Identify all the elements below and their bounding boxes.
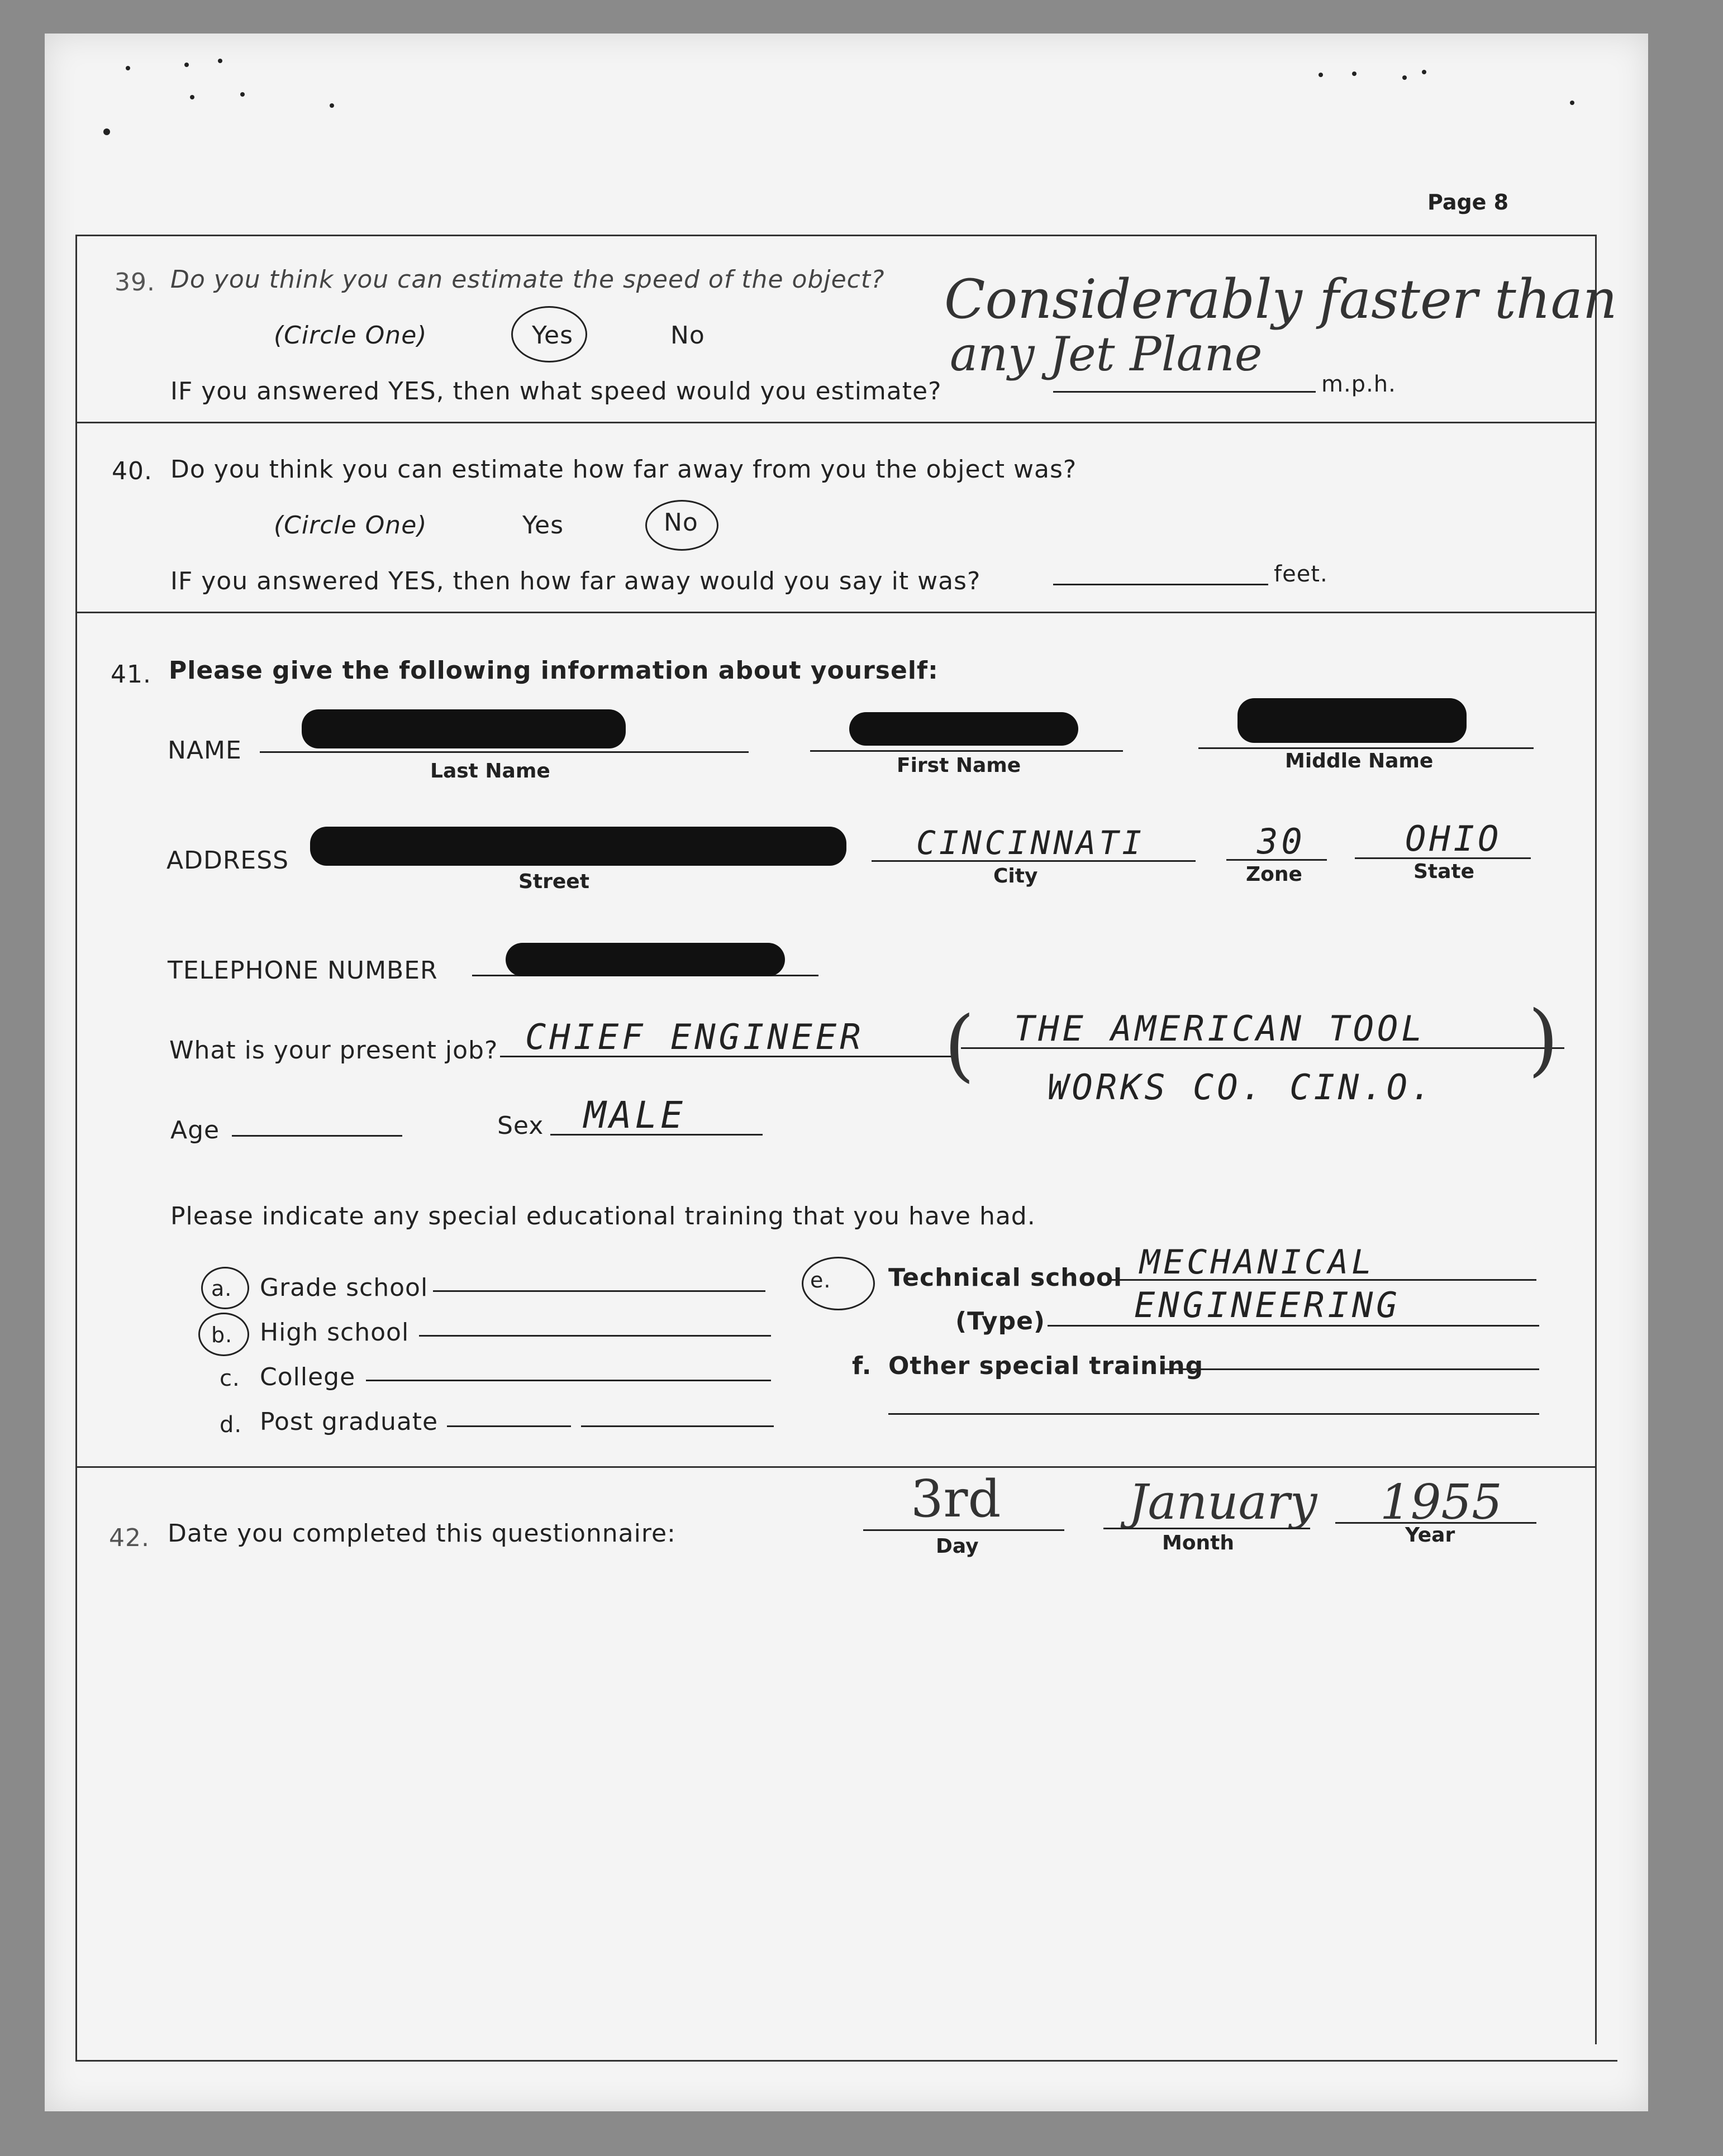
frame-left [75,235,77,2061]
q40-number: 40. [112,457,153,485]
scan-speck [1352,71,1356,76]
edu-e-value: MECHANICAL [1140,1243,1375,1282]
frame-right [1595,235,1597,2044]
edu-a-line [433,1290,765,1292]
frame-bottom [75,2060,1617,2062]
q39-question: Do you think you can estimate the speed of the object? [170,265,885,294]
job-label: What is your present job? [169,1036,498,1065]
education-prompt: Please indicate any special educational training that you have had. [170,1202,1036,1230]
zone-value: 30 [1257,821,1306,862]
last-name-caption: Last Name [430,760,550,783]
q42-prompt: Date you completed this questionnaire: [168,1519,676,1548]
age-line [232,1135,402,1137]
age-label: Age [170,1116,220,1144]
telephone-label: TELEPHONE NUMBER [168,956,438,985]
scan-speck [190,95,194,99]
q39-followup: IF you answered YES, then what speed would you estimate? [170,377,942,406]
job-paren-open: ( [944,1000,975,1091]
q39-circle-one: (Circle One) [274,321,427,350]
edu-c-letter: c. [220,1366,240,1391]
edu-e-letter: e. [810,1268,831,1292]
edu-d-line-2 [581,1425,774,1427]
edu-type-value: ENGINEERING [1134,1285,1401,1325]
edu-e-circle [802,1257,875,1310]
edu-e-label: Technical school [888,1263,1123,1292]
edu-b-line [419,1335,771,1337]
q42-number: 42. [109,1524,150,1552]
edu-type-label: (Type) [955,1307,1046,1335]
edu-b-label: High school [260,1318,410,1347]
q41-prompt: Please give the following information about yourself: [169,656,939,685]
state-caption: State [1413,860,1475,883]
edu-c-line [366,1380,771,1381]
job-value-line1b: THE AMERICAN TOOL [1014,1008,1426,1049]
city-line [872,860,1196,862]
city-caption: City [993,865,1038,888]
scan-speck [1402,75,1407,80]
edu-f-line-2 [888,1413,1539,1415]
q39-number: 39. [115,268,155,297]
q39-yes-option[interactable]: Yes [532,321,574,350]
scan-speck [103,128,110,135]
scan-speck [1422,70,1426,74]
scan-speck [240,92,245,97]
day-line [863,1529,1064,1531]
q40-circle-one: (Circle One) [274,511,427,540]
sex-label: Sex [497,1112,544,1140]
q40-question: Do you think you can estimate how far away from you the object was? [170,455,1077,484]
q40-distance-line [1053,584,1268,585]
scan-speck [1319,73,1323,77]
q40-no-option[interactable]: No [664,508,698,537]
edu-d-label: Post graduate [260,1408,439,1436]
job-value-line1: CHIEF ENGINEER [525,1017,864,1057]
state-line [1355,857,1531,859]
q39-answer-line1: Considerably faster than [944,268,1617,331]
day-value: 3rd [911,1469,1001,1529]
middle-name-redaction [1237,698,1467,743]
street-caption: Street [518,870,589,893]
edu-b-letter: b. [211,1323,233,1347]
zone-caption: Zone [1246,863,1302,886]
q40-followup: IF you answered YES, then how far away would you say it was? [170,567,981,595]
page-number: Page 8 [1427,190,1509,214]
first-name-redaction [849,712,1078,746]
telephone-redaction [506,943,785,976]
scan-speck [126,66,130,70]
scan-speck [1570,101,1574,105]
job-line-2 [961,1047,1564,1049]
last-name-line [260,751,749,753]
edu-d-letter: d. [220,1412,242,1438]
month-value: January [1129,1475,1317,1530]
divider-41-42 [75,1466,1595,1468]
job-value-line2: WORKS CO. CIN.O. [1048,1067,1435,1108]
last-name-redaction [302,709,626,748]
city-value: CINCINNATI [916,824,1145,862]
first-name-caption: First Name [897,754,1021,777]
scan-speck [330,103,334,108]
job-paren-close: ) [1528,994,1559,1085]
edu-b-circle [198,1313,249,1356]
middle-name-caption: Middle Name [1285,750,1434,772]
divider-40-41 [75,612,1595,613]
edu-f-line [1165,1368,1539,1370]
month-line [1103,1528,1310,1529]
divider-39-40 [75,422,1595,423]
state-value: OHIO [1405,818,1502,859]
middle-name-line [1198,747,1534,749]
month-caption: Month [1162,1532,1235,1554]
scan-speck [184,63,189,67]
edu-d-line-1 [447,1425,571,1427]
q40-no-circle [645,500,718,551]
street-redaction [310,827,846,866]
zone-line [1226,859,1327,861]
edu-f-letter: f. [852,1352,872,1380]
q40-unit: feet. [1274,561,1328,587]
name-label: NAME [168,736,242,765]
first-name-line [810,750,1123,752]
edu-f-label: Other special training [888,1352,1204,1380]
year-caption: Year [1405,1524,1455,1547]
day-caption: Day [936,1535,979,1558]
edu-a-label: Grade school [260,1273,429,1302]
q39-speed-line [1053,391,1316,393]
address-label: ADDRESS [166,846,289,875]
q40-yes-option[interactable]: Yes [522,511,564,540]
sex-value: MALE [584,1094,686,1137]
year-value: 1955 [1380,1475,1502,1530]
q39-yes-circle [511,306,587,362]
q39-unit: m.p.h. [1321,371,1396,397]
edu-c-label: College [260,1363,356,1391]
edu-a-letter: a. [211,1276,232,1301]
scan-speck [218,59,222,63]
q39-no-option[interactable]: No [670,321,705,350]
frame-top [75,235,1595,236]
q41-number: 41. [111,660,151,689]
q39-answer-line2: any Jet Plane [950,327,1263,381]
edu-a-circle [201,1267,249,1309]
